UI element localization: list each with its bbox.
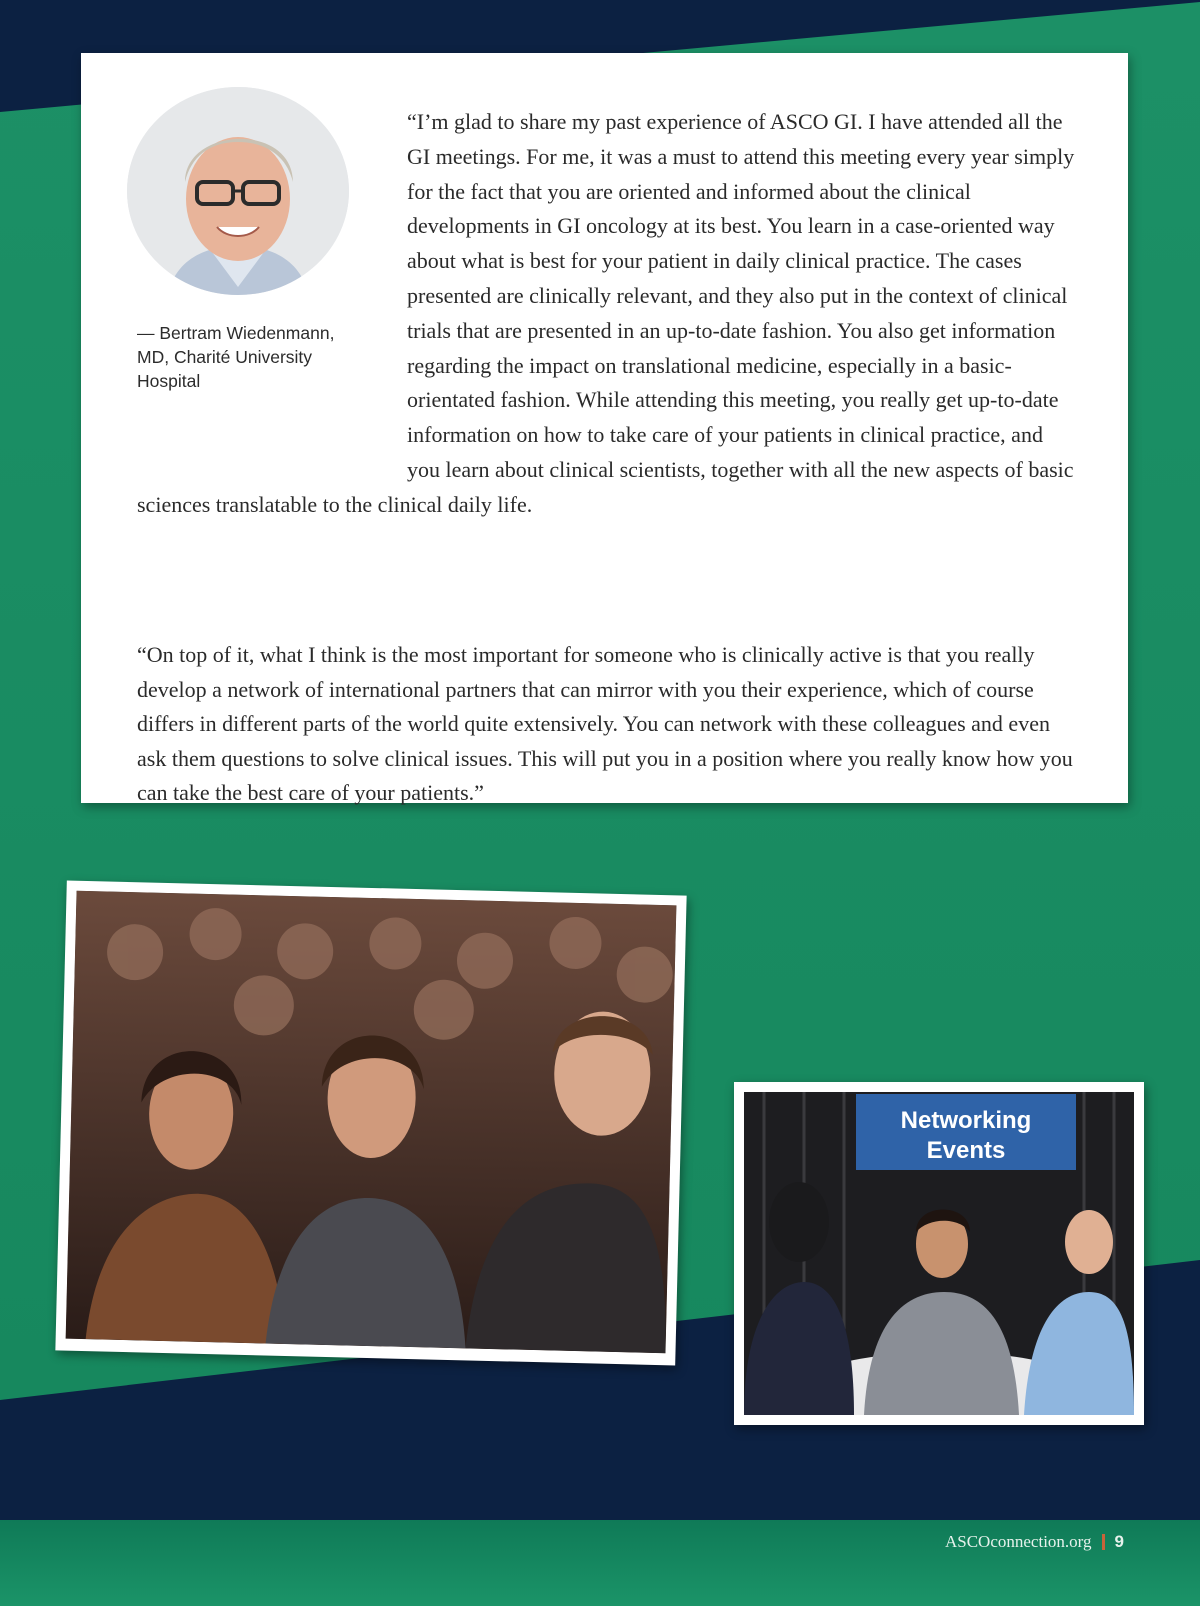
footer — [945, 1532, 1124, 1552]
banner-line-1: Networking — [900, 1107, 1032, 1134]
quote-card — [81, 53, 1128, 806]
quote-paragraph-2: “On top of it, what I think is the most important for someone who is clinically active is that you really develop a network of international partners that can mirror with you their experience, which of course differs in different parts of the world quite extensively. You can network with these colleagues and even ask them questions to solve clinical issues. This will put you in a position where you really know how you can take the best care of your patients.” — [137, 642, 1073, 806]
quote-paragraph-1 — [137, 105, 1077, 523]
audience-photo — [55, 880, 686, 1365]
banner-line-2: Events — [926, 1137, 1006, 1164]
quote-text-1: “I’m glad to share my past experience of ASCO GI. I have attended all the GI meetings. For me, it was a must to attend this meeting every year simply for the fact that you are oriented and informed about the clinical developments in GI oncology at its best. You learn in a case-oriented way about what is best for your patient in daily clinical practice. The cases presented are clinically relevant, and they also put in the context of clinical trials that are presented in an up-to-date fashion. You also get information regarding the impact on translational medicine, especially in a basic-orientated fashion. While attending this meeting, you really get up-to-date information on how to take care of your patients in clinical practice, and you learn about clinical scientists, together with all the new aspects of basic sciences translatable to the clinical daily life. — [137, 109, 1075, 517]
footer-site: ASCOconnection.org — [944, 1532, 1092, 1551]
portrait-spacer — [137, 105, 407, 453]
networking-photo — [734, 1082, 1144, 1425]
page-number: 9 — [1114, 1532, 1124, 1551]
footer-separator — [1102, 1534, 1105, 1550]
quote-attribution: — Bertram Wiedenmann, MD, Charité University Hospital — [137, 323, 335, 391]
